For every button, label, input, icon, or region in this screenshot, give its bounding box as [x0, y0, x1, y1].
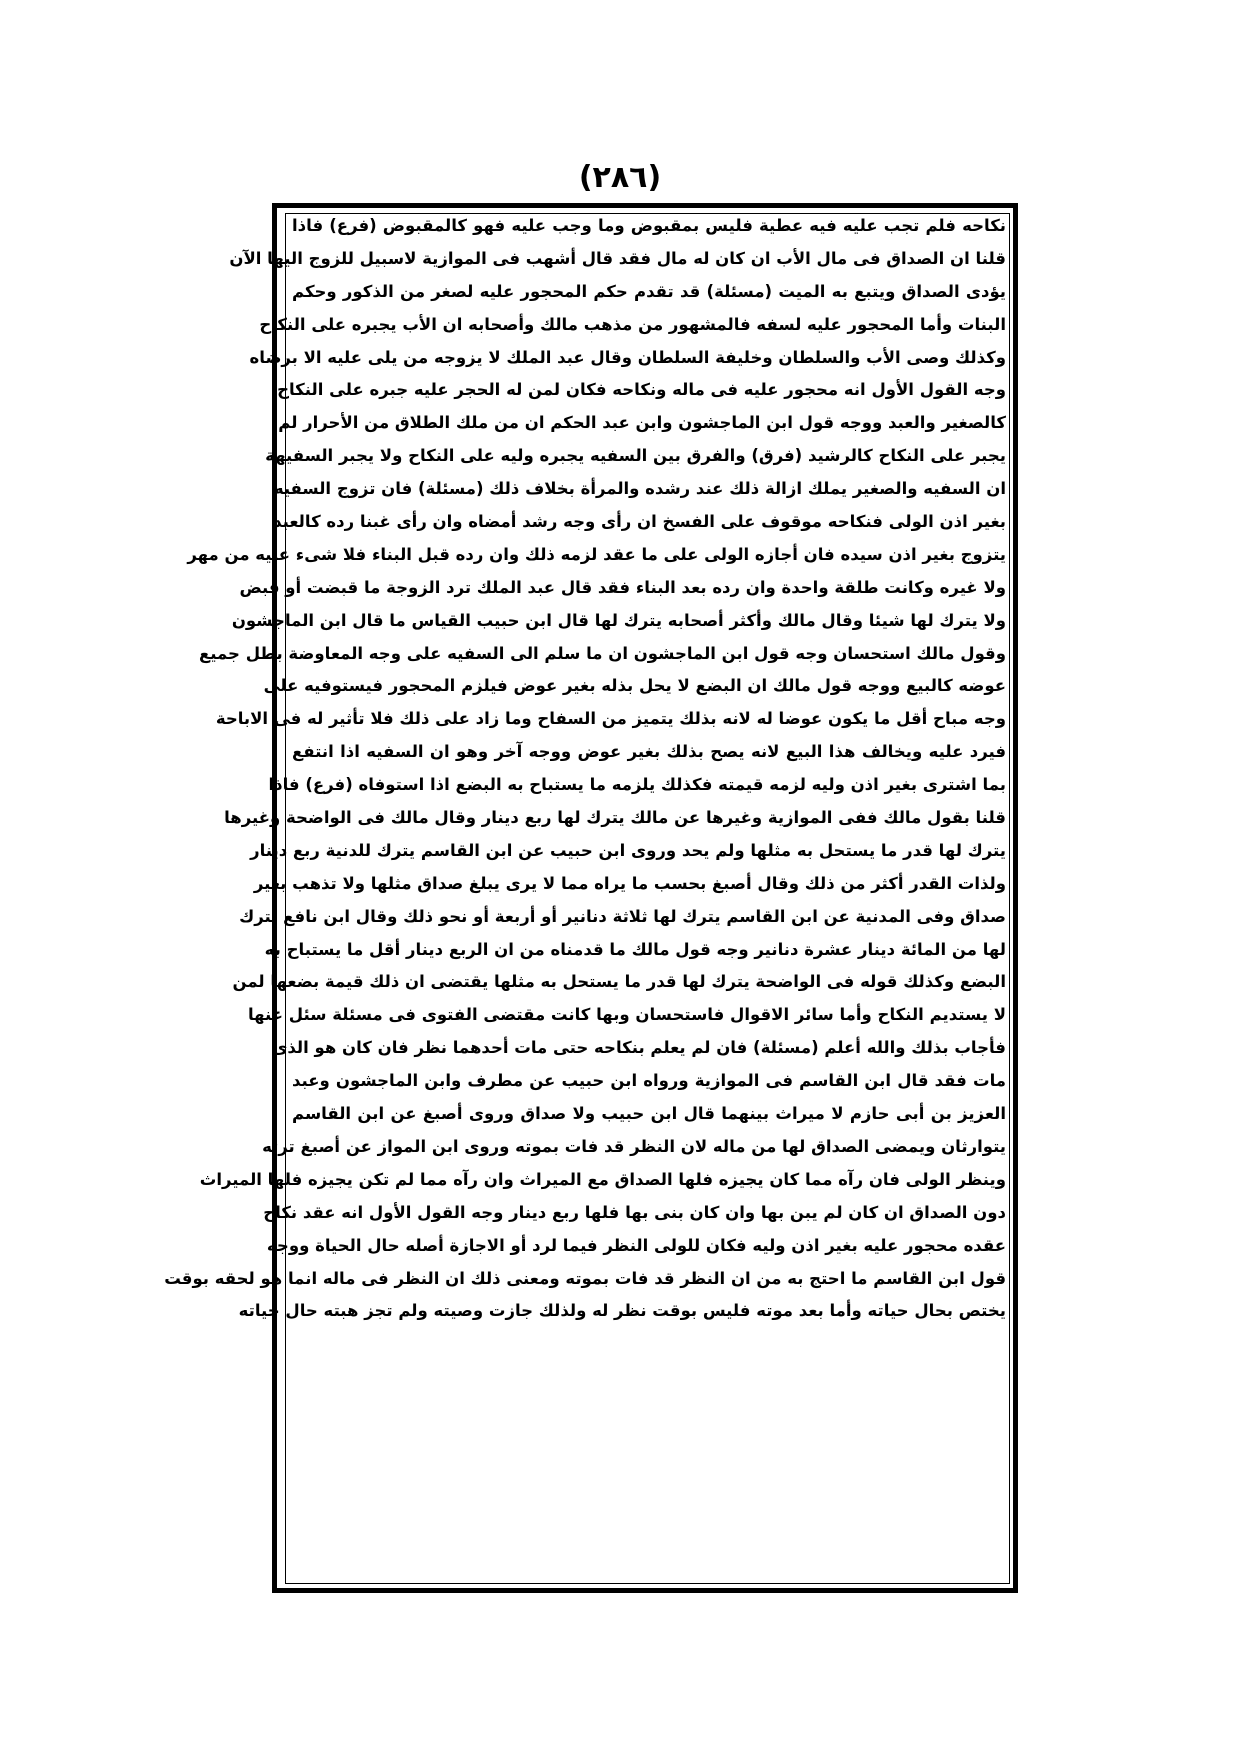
text-line: يجبر على النكاح كالرشيد (فرق) والفرق بين السفيه يجبره وليه على النكاح ولا يجبر السفيهة [265, 446, 1006, 466]
text-line: ان السفيه والصغير يملك ازالة ذلك عند رشده والمرأة بخلاف ذلك (مسئلة) فان تزوج السفيه [273, 479, 1006, 499]
text-line: يتوارثان ويمضى الصداق لها من ماله لان النظر قد فات بموته وروى ابن المواز عن أصبغ ترثه [262, 1136, 1006, 1156]
text-line: وكذلك وصى الأب والسلطان وخليفة السلطان وقال عبد الملك لا يزوجه من يلى عليه الا برضاه [249, 347, 1006, 367]
text-line: قلنا بقول مالك ففى الموازية وغيرها عن مالك يترك لها ربع دينار وقال مالك فى الواضحة وغيرها [224, 808, 1006, 828]
text-line: دون الصداق ان كان لم يبن بها وان كان بنى بها فلها ربع دينار وجه القول الأول انه عقد نكاح [263, 1202, 1006, 1222]
text-line: وجه مباح أقل ما يكون عوضا له لانه بذلك يتميز من السفاح وما زاد على ذلك فلا تأثير له فى الاباحة [215, 709, 1006, 729]
page-number: (٢٨٦) [578, 160, 662, 195]
text-line: عوضه كالبيع ووجه قول مالك ان البضع لا يحل بذله بغير عوض فيلزم المحجور فيستوفيه على [263, 676, 1006, 696]
text-line: يؤدى الصداق ويتبع به الميت (مسئلة) قد تقدم حكم المحجور عليه لصغر من الذكور وحكم [292, 281, 1006, 301]
text-line: نكاحه فلم تجب عليه فيه عطية فليس بمقبوض وما وجب عليه فهو كالمقبوض (فرع) فاذا [292, 216, 1006, 235]
text-line: عقده محجور عليه بغير اذن وليه فكان للولى النظر فيما لرد أو الاجازة أصله حال الحياة ووجه [266, 1235, 1006, 1255]
text-line: ولذات القدر أكثر من ذلك وقال أصبغ بحسب ما يراه مما لا يرى يبلغ صداق مثلها ولا تذهب بغير [253, 873, 1006, 893]
text-line: يتزوج بغير اذن سيده فان أجازه الولى على ما عقد لزمه ذلك وان رده قبل البناء فلا شىء عليه من مهر [187, 544, 1006, 564]
text-line: بغير اذن الولى فنكاحه موقوف على الفسخ ان رأى وجه رشد أمضاه وان رأى غبنا رده كالعبد [273, 512, 1006, 532]
main-text [164, 210, 1006, 1580]
text-line: يترك لها قدر ما يستحل به مثلها ولم يحد وروى ابن حبيب عن ابن القاسم يترك للدنية ربع دينار [250, 840, 1006, 860]
text-line: يختص بحال حياته وأما بعد موته فليس بوقت نظر له ولذلك جازت وصيته ولم تجز هبته حال حياته [238, 1301, 1006, 1321]
text-line: البنات وأما المحجور عليه لسفه فالمشهور من مذهب مالك وأصحابه ان الأب يجبره على النكاح [259, 314, 1006, 334]
text-line: ولا يترك لها شيئا وقال مالك وأكثر أصحابه يترك لها قال ابن حبيب القياس ما قال ابن الماجشون [231, 610, 1006, 630]
text-line: قلنا ان الصداق فى مال الأب ان كان له مال فقد قال أشهب فى الموازية لاسبيل للزوج اليها الآن [229, 248, 1006, 268]
text-line: العزيز بن أبى حازم لا ميراث بينهما قال ابن حبيب ولا صداق وروى أصبغ عن ابن القاسم [292, 1104, 1006, 1124]
text-line: فأجاب بذلك والله أعلم (مسئلة) فان لم يعلم بنكاحه حتى مات أحدهما نظر فان كان هو الذى [272, 1038, 1006, 1058]
text-line: لا يستديم النكاح وأما سائر الاقوال فاستحسان وبها كانت مقتضى الفتوى فى مسئلة سئل عنها [247, 1005, 1006, 1025]
text-line: وقول مالك استحسان وجه قول ابن الماجشون ان ما سلم الى السفيه على وجه المعاوضة بطل جميع [198, 643, 1006, 663]
text-line: وينظر الولى فان رآه مما كان يجيزه فلها الصداق مع الميراث وان رآه مما لم تكن يجيزه فلها الميراث [199, 1169, 1006, 1189]
text-line: لها من المائة دينار عشرة دنانير وجه قول مالك ما قدمناه من ان الربع دينار أقل ما يستباح به [264, 939, 1006, 959]
text-line: كالصغير والعبد ووجه قول ابن الماجشون وابن عبد الحكم ان من ملك الطلاق من الأحرار لم [278, 413, 1006, 433]
text-line: قول ابن القاسم ما احتج به من ان النظر قد فات بموته ومعنى ذلك ان النظر فى ماله انما هو لحقه بوقت [164, 1268, 1006, 1288]
text-line: صداق وفى المدنية عن ابن القاسم يترك لها ثلاثة دنانير أو أربعة أو نحو ذلك وقال ابن نافع يترك [239, 906, 1006, 926]
text-line: بما اشترى بغير اذن وليه لزمه قيمته فكذلك يلزمه ما يستباح به البضع اذا استوفاه (فرع) فاذا [268, 775, 1006, 795]
text-line: فيرد عليه ويخالف هذا البيع لانه يصح بذلك بغير عوض ووجه آخر وهو ان السفيه اذا انتفع [292, 742, 1006, 762]
text-line: مات فقد قال ابن القاسم فى الموازية ورواه ابن حبيب عن مطرف وابن الماجشون وعبد [292, 1071, 1006, 1091]
text-line: ولا غيره وكانت طلقة واحدة وان رده بعد البناء فقد قال عبد الملك ترد الزوجة ما قبضت أو قبض [239, 577, 1006, 597]
text-line: وجه القول الأول انه محجور عليه فى ماله ونكاحه فكان لمن له الحجر عليه جبره على النكاح [277, 380, 1006, 400]
text-line: البضع وكذلك قوله فى الواضحة يترك لها قدر ما يستحل به مثلها يقتضى ان ذلك قيمة بضعها لمن [232, 972, 1006, 992]
